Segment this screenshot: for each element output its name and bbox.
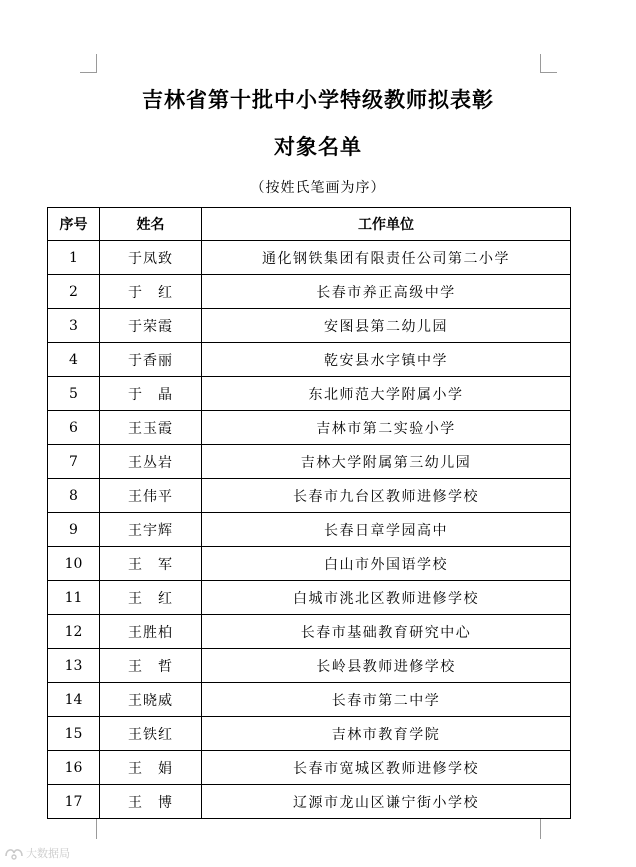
cell-name: 王 娟 [100,751,202,785]
table-row [48,411,571,445]
watermark-text: 大数据局 [26,847,70,860]
cell-name: 王伟平 [100,479,202,513]
table-row [48,275,571,309]
table-row [48,717,571,751]
watermark-logo-icon [4,846,24,860]
cell-number: 10 [48,547,100,581]
cell-number: 3 [48,309,100,343]
cell-number: 11 [48,581,100,615]
header-work-unit: 工作单位 [202,208,571,241]
header-name: 姓名 [100,208,202,241]
cell-number: 12 [48,615,100,649]
cell-number: 9 [48,513,100,547]
cell-name: 王玉霞 [100,411,202,445]
cell-name: 王 哲 [100,649,202,683]
crop-mark-bottom-right [540,818,557,839]
watermark [4,845,70,861]
table-row [48,751,571,785]
cell-number: 7 [48,445,100,479]
table-row [48,343,571,377]
cell-work-unit: 长春市九台区教师进修学校 [202,479,571,513]
cell-work-unit: 通化钢铁集团有限责任公司第二小学 [202,241,571,275]
roster-table [47,207,571,819]
cell-work-unit: 长春日章学园高中 [202,513,571,547]
cell-work-unit: 辽源市龙山区谦宁街小学校 [202,785,571,819]
cell-number: 1 [48,241,100,275]
cell-number: 8 [48,479,100,513]
table-header-row [48,208,571,241]
cell-name: 王铁红 [100,717,202,751]
table-row [48,513,571,547]
table-row [48,547,571,581]
cell-work-unit: 东北师范大学附属小学 [202,377,571,411]
cell-work-unit: 长春市宽城区教师进修学校 [202,751,571,785]
table-row [48,479,571,513]
cell-name: 于 晶 [100,377,202,411]
cell-number: 17 [48,785,100,819]
cell-number: 13 [48,649,100,683]
crop-mark-bottom-left [80,818,97,839]
cell-name: 王 红 [100,581,202,615]
document-subtitle: （按姓氏笔画为序） [250,180,386,196]
cell-number: 4 [48,343,100,377]
cell-name: 王 博 [100,785,202,819]
table-row [48,309,571,343]
cell-name: 于 红 [100,275,202,309]
cell-work-unit: 吉林大学附属第三幼儿园 [202,445,571,479]
cell-work-unit: 长春市基础教育研究中心 [202,615,571,649]
cell-work-unit: 白山市外国语学校 [202,547,571,581]
table-row [48,649,571,683]
header-number: 序号 [48,208,100,241]
cell-number: 2 [48,275,100,309]
cell-work-unit: 长岭县教师进修学校 [202,649,571,683]
cell-name: 王丛岩 [100,445,202,479]
cell-work-unit: 吉林市第二实验小学 [202,411,571,445]
cell-work-unit: 安图县第二幼儿园 [202,309,571,343]
table-row [48,445,571,479]
cell-name: 王 军 [100,547,202,581]
cell-name: 王宇辉 [100,513,202,547]
table-row [48,241,571,275]
table-row [48,785,571,819]
cell-work-unit: 长春市养正高级中学 [202,275,571,309]
cell-name: 王胜柏 [100,615,202,649]
cell-name: 于香丽 [100,343,202,377]
table-body [48,241,571,819]
table-row [48,581,571,615]
cell-work-unit: 长春市第二中学 [202,683,571,717]
cell-name: 王晓威 [100,683,202,717]
document-title-line-1: 吉林省第十批中小学特级教师拟表彰 [142,88,494,112]
crop-mark-top-left [80,54,97,73]
cell-number: 14 [48,683,100,717]
cell-work-unit: 乾安县水字镇中学 [202,343,571,377]
cell-work-unit: 白城市洮北区教师进修学校 [202,581,571,615]
cell-number: 16 [48,751,100,785]
cell-number: 6 [48,411,100,445]
cell-work-unit: 吉林市教育学院 [202,717,571,751]
crop-mark-top-right [540,54,557,73]
table-row [48,683,571,717]
cell-number: 5 [48,377,100,411]
cell-number: 15 [48,717,100,751]
cell-name: 于荣霞 [100,309,202,343]
document-title-line-2: 对象名单 [274,135,362,159]
cell-name: 于凤致 [100,241,202,275]
table-row [48,377,571,411]
table-row [48,615,571,649]
